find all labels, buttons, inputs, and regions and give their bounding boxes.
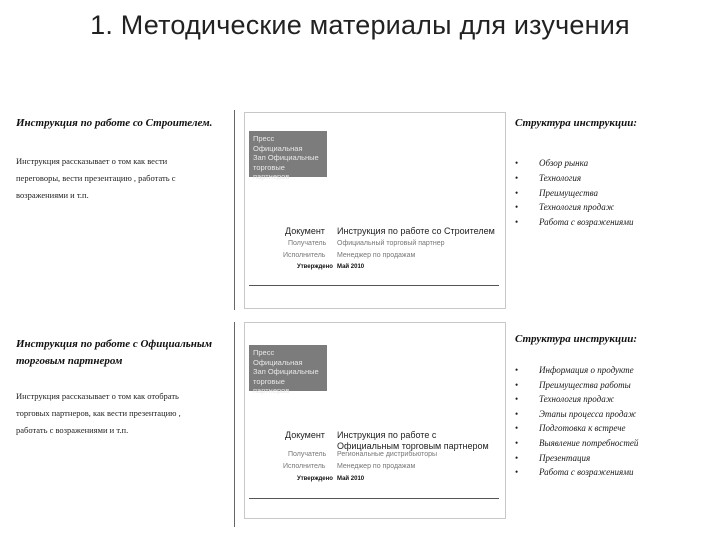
box-line: торговые партнеров <box>253 376 290 395</box>
document-title: Инструкция по работе со Строителем <box>337 226 495 236</box>
list-item: • Работа с возражениями <box>515 465 638 480</box>
document-label: Документ <box>285 226 325 236</box>
list-item: • Презентация <box>515 451 638 466</box>
structure-heading-2: Структура инструкции: <box>515 333 637 345</box>
recipient-value: Официальный торговый партнер <box>337 240 445 247</box>
list-item: • Работа с возражениями <box>515 215 634 230</box>
list-item: • Выявление потребностей <box>515 436 638 451</box>
document-gray-box <box>249 131 327 181</box>
structure-heading-1: Структура инструкции: <box>515 117 637 129</box>
executor-value: Менеджер по продажам <box>337 463 416 470</box>
document-label: Документ <box>285 430 325 440</box>
section-2-description <box>16 388 221 439</box>
heading-line: Инструкция по работе с Официальным <box>16 338 213 350</box>
list-item: • Подготовка к встрече <box>515 421 638 436</box>
structure-list-1 <box>515 156 634 230</box>
document-title <box>337 430 489 452</box>
approved-label: Утверждено <box>297 476 333 482</box>
executor-value: Менеджер по продажам <box>337 252 416 259</box>
section-1-heading: Инструкция по работе со Строителем. <box>16 117 213 129</box>
divider-line <box>234 322 235 527</box>
title-line: Инструкция по работе с <box>337 430 437 440</box>
approved-value: Май 2010 <box>337 264 365 270</box>
box-line: Зап Официальные <box>253 153 319 162</box>
executor-label: Исполнитель <box>283 252 326 259</box>
section-2-heading <box>16 336 212 370</box>
box-line: Официальная <box>253 357 303 367</box>
heading-line: торговым партнером <box>16 355 123 367</box>
list-item: • Технология продаж <box>515 200 634 215</box>
structure-list-2 <box>515 363 638 480</box>
desc-line: Инструкция рассказывает о том как вести <box>16 156 168 166</box>
document-rule <box>249 285 499 286</box>
title-line: Официальным торговым партнером <box>337 441 489 451</box>
list-item: • Преимущества работы <box>515 378 638 393</box>
box-line: Зап Официальные <box>253 367 319 376</box>
box-line: Пресс <box>253 134 275 143</box>
list-item: • Технология <box>515 171 634 186</box>
desc-line: работать с возражениями и т.п. <box>16 425 129 435</box>
section-1-description <box>16 153 221 204</box>
approved-value: Май 2010 <box>337 476 365 482</box>
divider-line <box>234 110 235 310</box>
desc-line: торговых партнеров, как вести презентацию , <box>16 408 181 418</box>
box-line: Официальная <box>253 143 303 153</box>
list-item: • Преимущества <box>515 186 634 201</box>
desc-line: Инструкция рассказывает о том как отобрать <box>16 391 179 401</box>
document-gray-box <box>249 345 327 395</box>
recipient-label: Получатель <box>288 240 327 247</box>
list-item: • Этапы процесса продаж <box>515 407 638 422</box>
desc-line: возражениями и т.п. <box>16 190 89 200</box>
list-item: • Технология продаж <box>515 392 638 407</box>
approved-label: Утверждено <box>297 264 333 270</box>
list-item: • Информация о продукте <box>515 363 638 378</box>
document-rule <box>249 498 499 499</box>
list-item: • Обзор рынка <box>515 156 634 171</box>
document-preview-1 <box>244 112 506 309</box>
recipient-label: Получатель <box>288 451 327 458</box>
box-line: Пресс <box>253 348 275 357</box>
box-line: торговые партнеров <box>253 162 290 181</box>
recipient-value: Региональные дистрибьюторы <box>337 451 438 458</box>
executor-label: Исполнитель <box>283 463 326 470</box>
desc-line: переговоры, вести презентацию , работать с <box>16 173 176 183</box>
document-preview-2 <box>244 322 506 519</box>
page-title: 1. Методические материалы для изучения <box>90 10 630 40</box>
